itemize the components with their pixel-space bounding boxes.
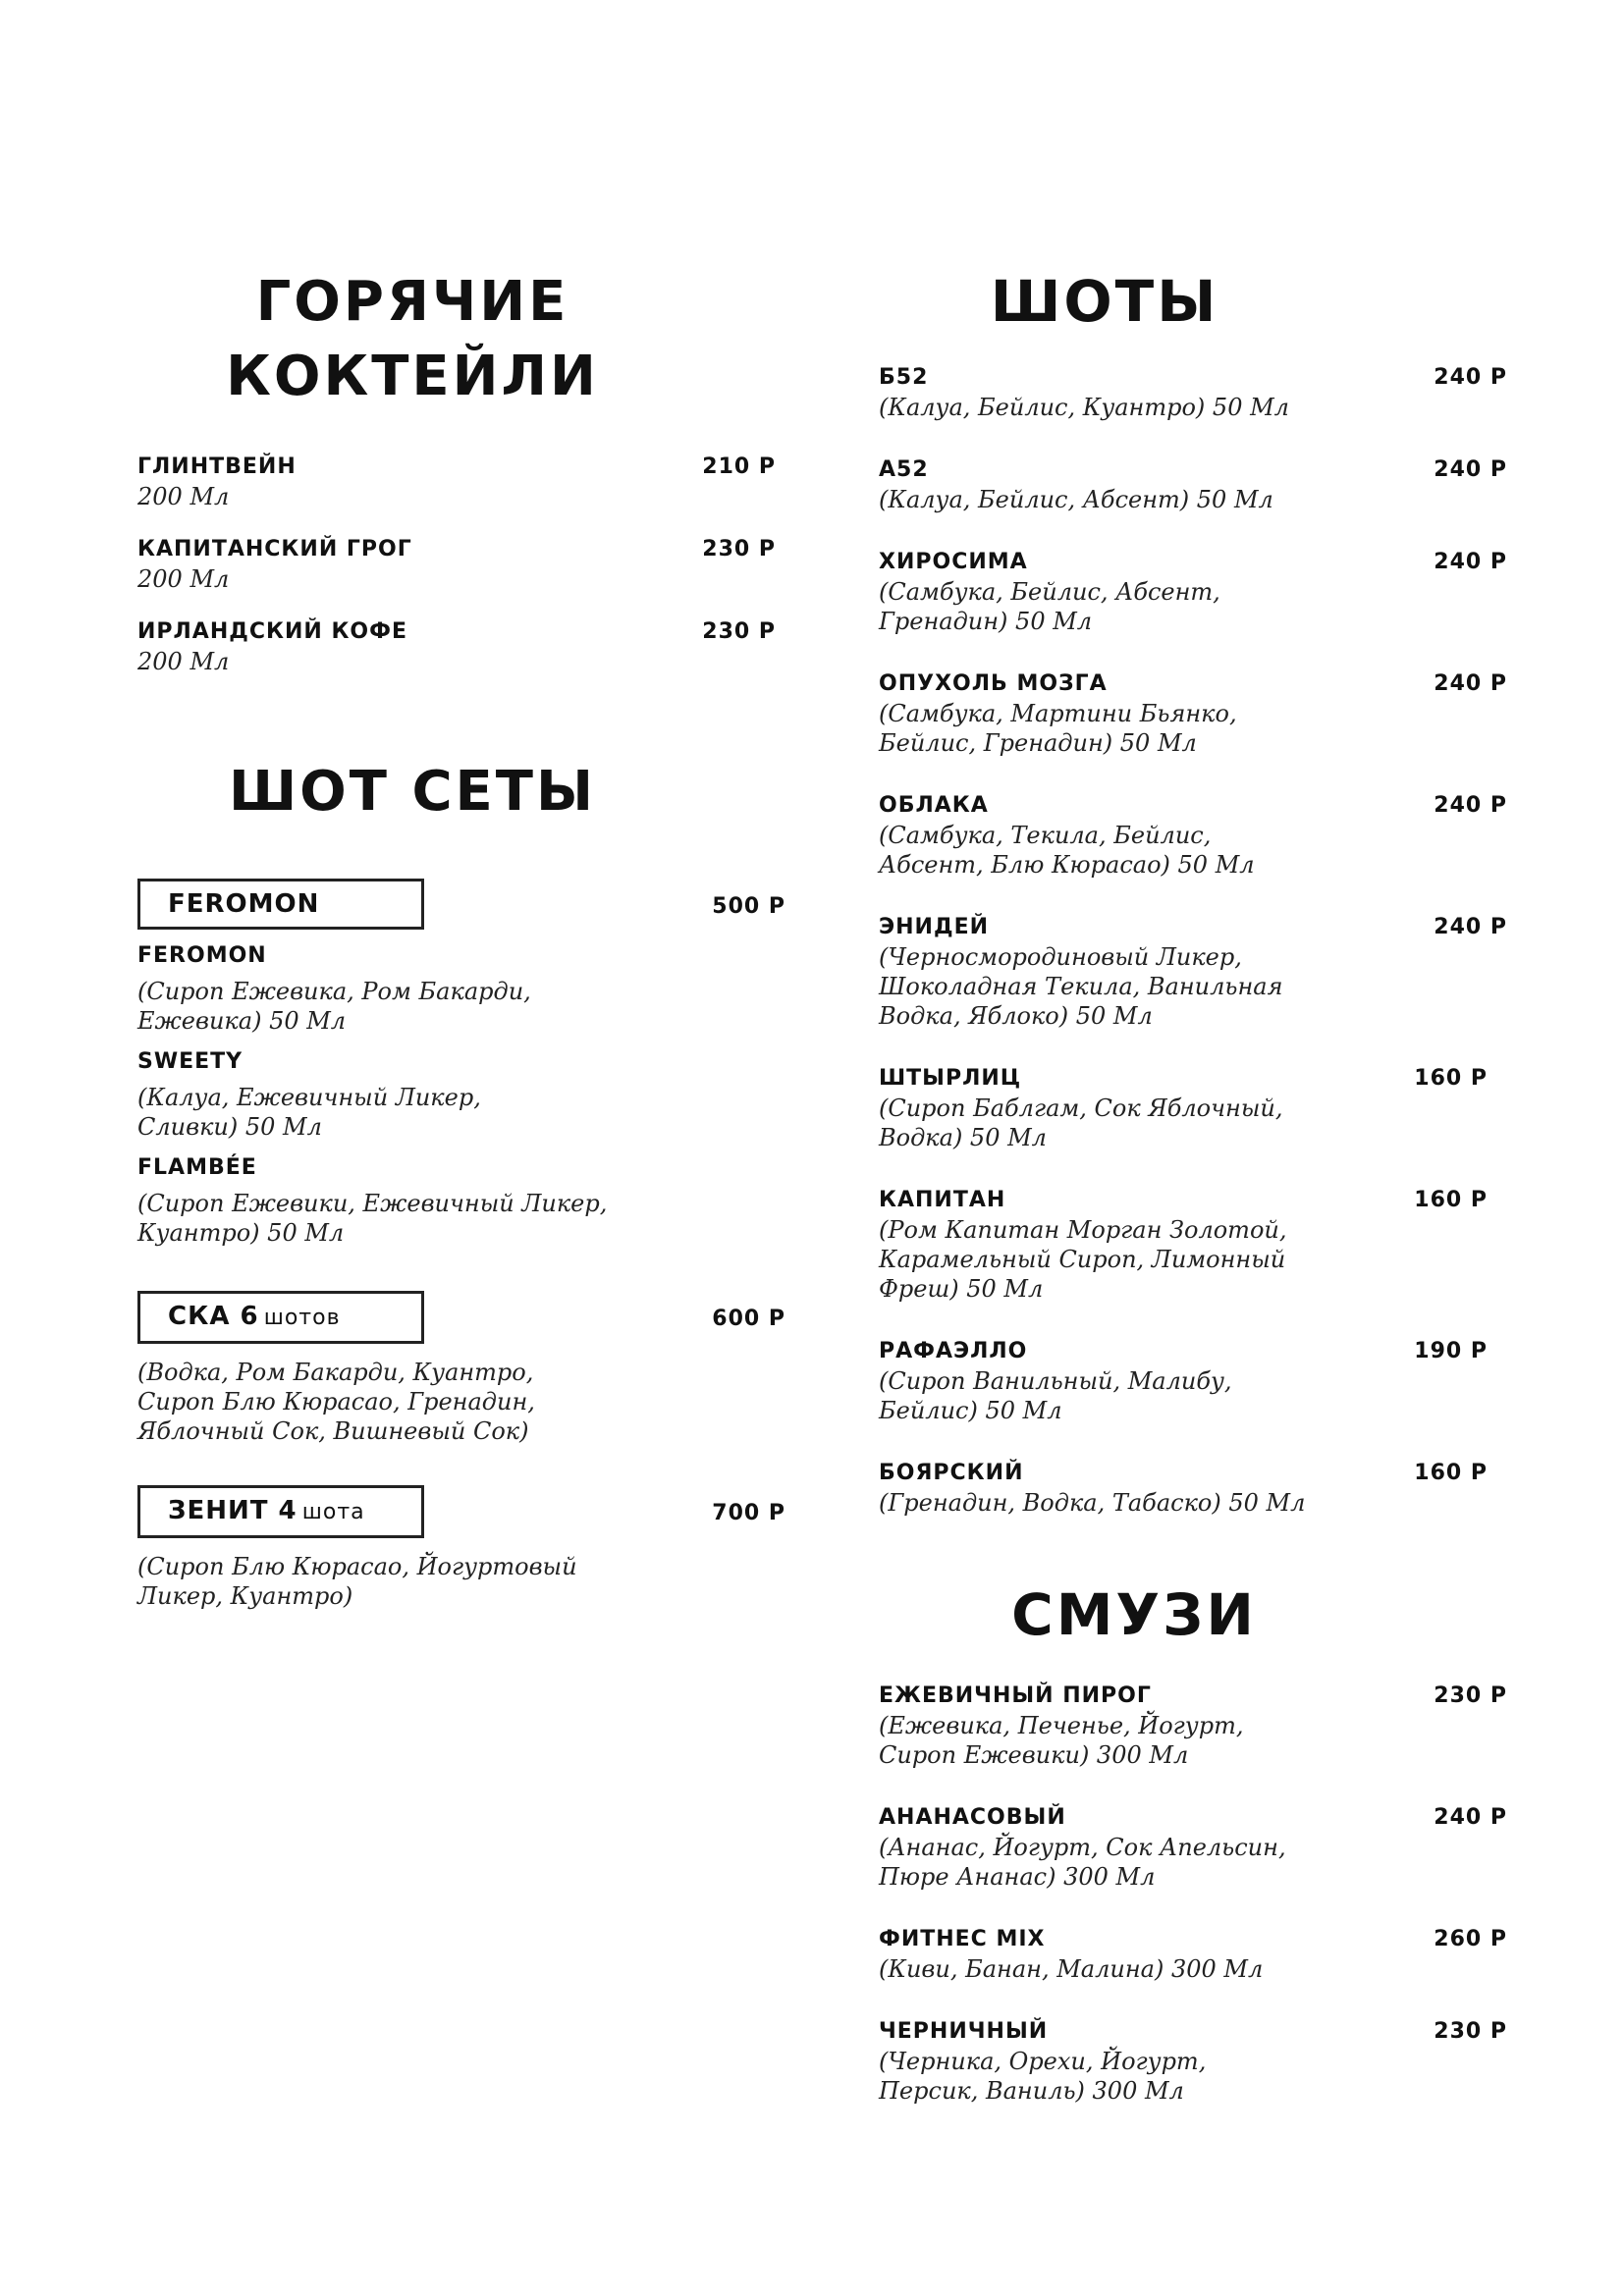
item-price: 240 Р bbox=[1434, 1804, 1507, 1830]
set-name: FEROMON bbox=[168, 888, 320, 919]
item-desc: (Самбука, Текила, Бейлис, Абсент, Блю Кюрасао) 50 Мл bbox=[879, 822, 1255, 880]
item-desc: (Гренадин, Водка, Табаско) 50 Мл bbox=[879, 1489, 1306, 1518]
menu-item bbox=[879, 1064, 1507, 1152]
item-name: АНАНАСОВЫЙ bbox=[879, 1804, 1066, 1830]
item-price: 240 Р bbox=[1434, 457, 1507, 483]
set-name-box bbox=[137, 879, 424, 930]
item-desc: (Ром Капитан Морган Золотой, Карамельный Сироп, Лимонный Фреш) 50 Мл bbox=[879, 1216, 1287, 1304]
item-price: 240 Р bbox=[1434, 365, 1507, 391]
menu-item bbox=[879, 791, 1507, 880]
item-name: ХИРОСИМА bbox=[879, 550, 1028, 575]
shots-section bbox=[879, 263, 1507, 1518]
item-price: 230 Р bbox=[1434, 1682, 1507, 1708]
item-name: ОБЛАКА bbox=[879, 793, 989, 819]
sub-shot-name: FLAMBÉE bbox=[137, 1154, 257, 1180]
item-desc: 200 Мл bbox=[137, 648, 230, 676]
shots-title: ШОТЫ bbox=[990, 268, 1219, 335]
item-desc: (Ежевика, Печенье, Йогурт, Сироп Ежевики) 300 Мл bbox=[879, 1711, 1244, 1769]
item-name: Б52 bbox=[879, 365, 929, 391]
item-name: КАПИТАНСКИЙ ГРОГ bbox=[137, 537, 412, 562]
set-name: СКА 6 bbox=[168, 1301, 259, 1331]
menu-item bbox=[879, 913, 1507, 1031]
set-name-box bbox=[137, 1291, 424, 1344]
item-name: ЭНИДЕЙ bbox=[879, 915, 990, 940]
item-desc: (Сироп Ванильный, Малибу, Бейлис) 50 Мл bbox=[879, 1367, 1232, 1425]
menu-item bbox=[879, 1925, 1507, 1984]
item-name: ИРЛАНДСКИЙ КОФЕ bbox=[137, 619, 407, 645]
item-name: ОПУХОЛЬ МОЗГА bbox=[879, 671, 1108, 697]
item-desc: (Самбука, Бейлис, Абсент, Гренадин) 50 Мл bbox=[879, 578, 1220, 636]
item-desc: (Черносмородиновый Ликер, Шоколадная Текила, Ванильная Водка, Яблоко) 50 Мл bbox=[879, 943, 1283, 1031]
sub-shot-desc: (Калуа, Ежевичный Ликер, Сливки) 50 Мл bbox=[137, 1083, 481, 1141]
item-price: 230 Р bbox=[702, 537, 776, 562]
item-price: 240 Р bbox=[1434, 671, 1507, 697]
left-column bbox=[137, 265, 785, 1611]
item-desc: (Киви, Банан, Малина) 300 Мл bbox=[879, 1954, 1264, 1983]
smoothies-title: СМУЗИ bbox=[1011, 1581, 1257, 1649]
menu-item bbox=[879, 548, 1507, 636]
menu-item bbox=[879, 363, 1507, 422]
set-price: 500 Р bbox=[712, 893, 785, 919]
item-name: А52 bbox=[879, 457, 929, 483]
menu-item bbox=[879, 1186, 1507, 1304]
set-name: ЗЕНИТ 4 bbox=[168, 1495, 298, 1525]
sub-shot-desc: (Сироп Ежевики, Ежевичный Ликер, Куантро) 50 Мл bbox=[137, 1189, 608, 1247]
menu-item bbox=[879, 1803, 1507, 1892]
menu-item bbox=[879, 1459, 1507, 1518]
item-desc: (Калуа, Бейлис, Абсент) 50 Мл bbox=[879, 486, 1273, 514]
item-name: КАПИТАН bbox=[879, 1188, 1006, 1213]
sub-shot-name: FEROMON bbox=[137, 942, 267, 968]
item-desc: (Калуа, Бейлис, Куантро) 50 Мл bbox=[879, 394, 1289, 422]
item-name: ЕЖЕВИЧНЫЙ ПИРОГ bbox=[879, 1682, 1152, 1708]
right-column bbox=[879, 265, 1507, 2106]
item-desc: (Сироп Баблгам, Сок Яблочный, Водка) 50 Мл bbox=[879, 1095, 1283, 1152]
item-price: 230 Р bbox=[702, 619, 776, 645]
item-price: 160 Р bbox=[1414, 1461, 1488, 1486]
set-price: 700 Р bbox=[712, 1500, 785, 1525]
hot-cocktails-title-line2: КОКТЕЙЛИ bbox=[226, 344, 599, 408]
hot-cocktails-title-line1: ГОРЯЧИЕ bbox=[255, 270, 569, 334]
shot-sets-title: ШОТ СЕТЫ bbox=[228, 760, 597, 825]
item-name: РАФАЭЛЛО bbox=[879, 1339, 1028, 1364]
item-price: 240 Р bbox=[1434, 915, 1507, 940]
item-desc: (Ананас, Йогурт, Сок Апельсин, Пюре Ананас) 300 Мл bbox=[879, 1833, 1286, 1891]
item-price: 230 Р bbox=[1434, 2018, 1507, 2044]
set-desc: (Водка, Ром Бакарди, Куантро, Сироп Блю Кюрасао, Гренадин, Яблочный Сок, Вишневый Сок) bbox=[137, 1358, 535, 1445]
item-desc: (Черника, Орехи, Йогурт, Персик, Ваниль) 300 Мл bbox=[879, 2047, 1207, 2105]
menu-item bbox=[137, 453, 776, 511]
item-desc: 200 Мл bbox=[137, 565, 230, 594]
set-name-box bbox=[137, 1485, 424, 1538]
sub-shot-name: SWEETY bbox=[137, 1048, 244, 1074]
menu-item bbox=[137, 617, 776, 676]
shot-sets-section bbox=[137, 755, 785, 1611]
shot-set bbox=[137, 879, 785, 1248]
item-name: БОЯРСКИЙ bbox=[879, 1461, 1024, 1486]
item-name: ГЛИНТВЕЙН bbox=[137, 454, 297, 480]
item-desc: (Самбука, Мартини Бьянко, Бейлис, Гренадин) 50 Мл bbox=[879, 700, 1237, 758]
item-price: 160 Р bbox=[1414, 1066, 1488, 1092]
item-price: 240 Р bbox=[1434, 550, 1507, 575]
item-price: 260 Р bbox=[1434, 1926, 1507, 1951]
menu-item bbox=[879, 669, 1507, 758]
set-name-suffix: шота bbox=[301, 1499, 365, 1524]
hot-cocktails-title bbox=[137, 265, 687, 413]
item-price: 210 Р bbox=[702, 454, 776, 480]
menu-item bbox=[137, 535, 776, 594]
shot-set bbox=[137, 1291, 785, 1446]
menu-item bbox=[879, 2017, 1507, 2106]
sub-shot-desc: (Сироп Ежевика, Ром Бакарди, Ежевика) 50 Мл bbox=[137, 977, 531, 1035]
set-name-suffix: шотов bbox=[263, 1305, 341, 1330]
menu-item bbox=[879, 1337, 1507, 1425]
menu-item bbox=[879, 1682, 1507, 1770]
item-price: 190 Р bbox=[1414, 1339, 1488, 1364]
item-price: 160 Р bbox=[1414, 1188, 1488, 1213]
menu-item bbox=[879, 455, 1507, 514]
item-name: ФИТНЕС MIX bbox=[879, 1926, 1046, 1951]
item-price: 240 Р bbox=[1434, 793, 1507, 819]
shot-set bbox=[137, 1485, 785, 1611]
item-name: ЧЕРНИЧНЫЙ bbox=[879, 2018, 1049, 2044]
set-desc: (Сироп Блю Кюрасао, Йогуртовый Ликер, Куантро) bbox=[137, 1552, 577, 1610]
item-name: ШТЫРЛИЦ bbox=[879, 1066, 1022, 1092]
item-desc: 200 Мл bbox=[137, 483, 230, 511]
hot-cocktails-section bbox=[137, 265, 785, 676]
set-price: 600 Р bbox=[712, 1306, 785, 1331]
smoothies-section bbox=[879, 1576, 1507, 2105]
